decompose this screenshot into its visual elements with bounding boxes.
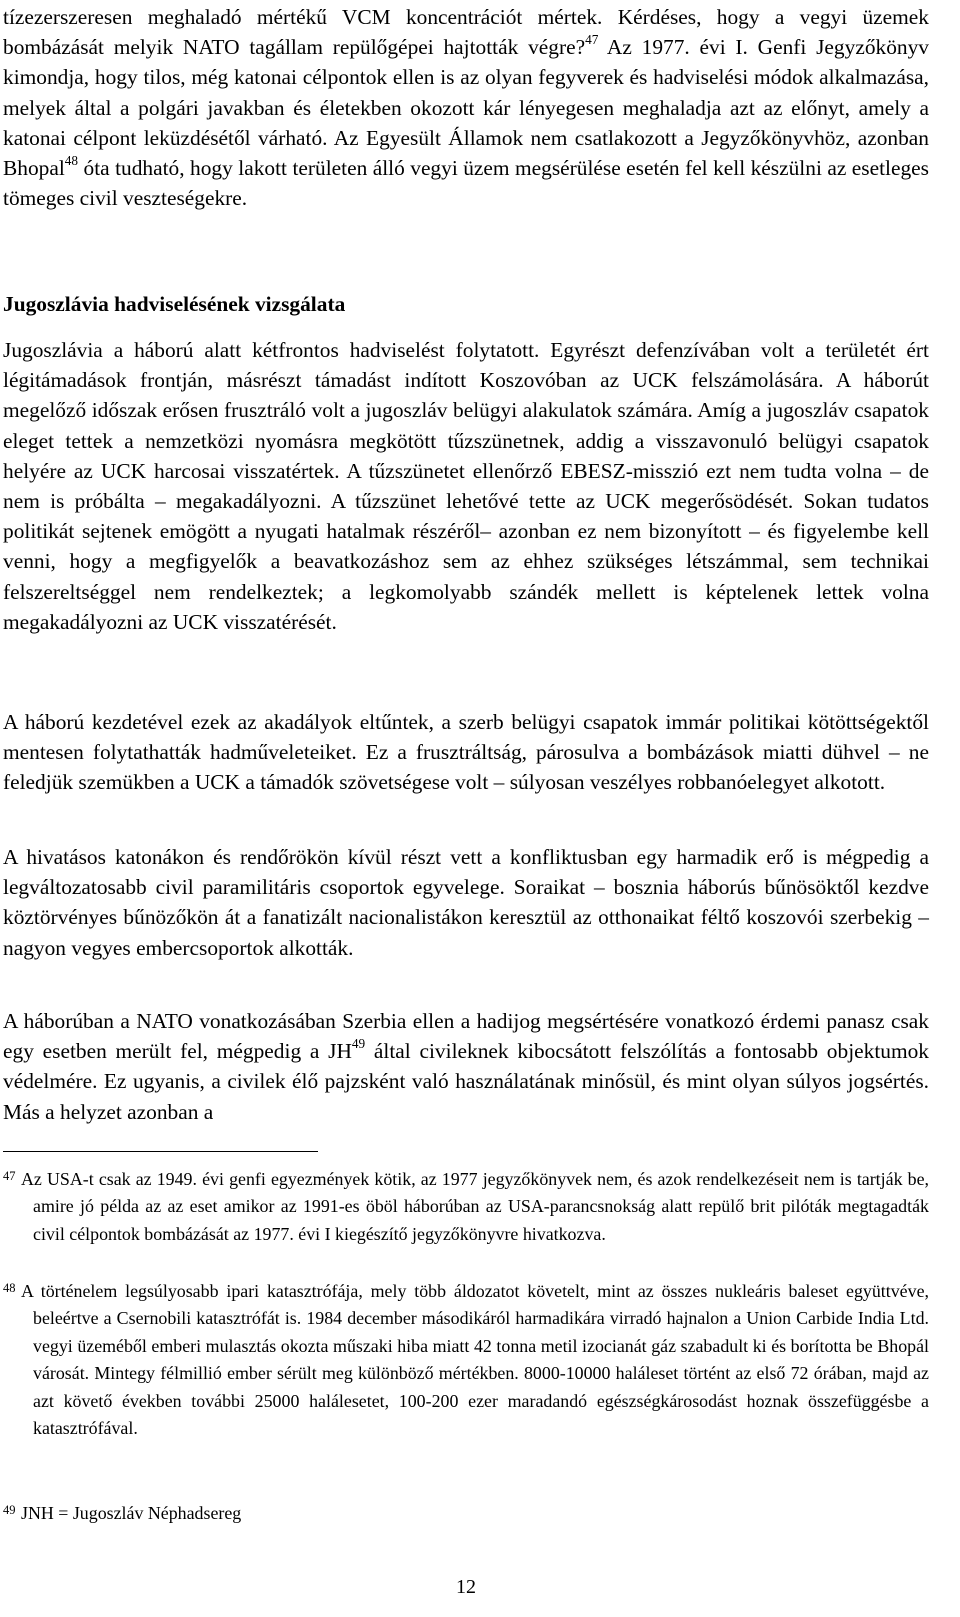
footnote-text: Az USA-t csak az 1949. évi genfi egyezmények kötik, az 1977 jegyzőkönyvek nem, és azok rendelkezéseit nem is tartják be, amire jó példa az az eset amikor az 1991-es öböl háborúban az USA-parancsnokság alatt repülő brit pilóták megtagadták civil célpontok bombázását az 1977. évi I kiegészítő jegyzőkönyvre hivatkozva.	[21, 1169, 929, 1244]
footnote-number: 48	[3, 1281, 16, 1295]
footnote-ref-49[interactable]: 49	[351, 1036, 366, 1052]
section-heading: Jugoszlávia hadviselésének vizsgálata	[3, 292, 346, 316]
paragraph: A háború kezdetével ezek az akadályok eltűntek, a szerb belügyi csapatok immár politikai kötöttségektől mentesen folytathatták hadműveleteiket. Ez a frusztráltság, párosulva a bombázások miatti dühvel – ne feledjük szemükben a UCK a támadók szövetségese volt – súlyosan veszélyes robbanóelegyet alkotott.	[3, 710, 929, 795]
paragraph-text: A háborúban a NATO vonatkozásában Szerbia ellen a hadijog megsértésére vonatkozó érdemi panasz csak egy esetben merült fel, mégpedig a JH	[3, 1009, 929, 1064]
paragraph-intro	[3, 2, 929, 213]
paragraph-text: által civileknek kibocsátott felszólítás a fontosabb objektumok védelmére. Ez ugyanis, a civilek élő pajzsként való használatának minősül, és mint olyan súlyos jogsértés. Más a helyzet azonban a	[3, 1039, 929, 1124]
paragraph: A hivatásos katonákon és rendőrökön kívül részt vett a konfliktusban egy harmadik erő is mégpedig a legváltozatosabb civil paramilitáris csoportok egyvelege. Soraikat – bosznia háborús bűnösöktől kezdve köztörvényes bűnözőkön át a fanatizált nacionalistákon keresztül az otthonaikat féltő koszovói szerbekig – nagyon vegyes embercsoportok alkották.	[3, 845, 929, 960]
page-number: 12	[456, 1576, 476, 1598]
footnote-text: JNH = Jugoszláv Néphadsereg	[21, 1503, 242, 1523]
footnote-49	[3, 1500, 929, 1527]
paragraph: Jugoszlávia a háború alatt kétfrontos hadviselést folytatott. Egyrészt defenzívában volt a területét ért légitámadások frontján, másrészt támadást indított Koszovóban az UCK felszámolására. A háborút megelőző időszak erősen frusztráló volt a jugoszláv belügyi alakulatok számára. Amíg a jugoszláv csapatok eleget tettek a nemzetközi nyomásra megkötött tűzszünetnek, addig a visszavonuló belügyi csapatok helyére az UCK harcosai visszatértek. A tűzszünetet ellenőrző EBESZ-misszió ezt nem tudta volna – de nem is próbálta – megakadályozni. A tűzszünet lehetővé tette az UCK megerősödését. Sokan tudatos politikát sejtenek emögött a nyugati hatalmak részéről– azonban ez nem bizonyított – és figyelembe kell venni, hogy a megfigyelők a beavatkozáshoz sem az ehhez szükséges létszámmal, sem technikai felszereltséggel nem rendelkeztek; a legkomolyabb szándék mellett is képtelenek lettek volna megakadályozni az UCK visszatérését.	[3, 338, 929, 634]
paragraph-text: Az 1977. évi I. Genfi Jegyzőkönyv kimondja, hogy tilos, még katonai célpontok ellen is az olyan fegyverek és hadviselési módok alkalmazása, melyek által a polgári javakban és életekben okozott kár lényegesen meghaladja azt az előnyt, amely a katonai célpont leküzdésétől várható. Az Egyesült Államok nem csatlakozott a Jegyzőkönyvhöz, azonban Bhopal	[3, 35, 929, 181]
footnote-47	[3, 1166, 929, 1248]
paragraph-text: tízezerszeresen meghaladó mértékű VCM koncentrációt mértek. Kérdéses, hogy a vegyi üzemek bombázását melyik NATO tagállam repülőgépei hajtották végre?	[3, 5, 929, 60]
footnote-48	[3, 1278, 929, 1442]
footnote-number: 47	[3, 1169, 16, 1183]
footnote-ref-48[interactable]: 48	[64, 152, 79, 168]
footnote-number: 49	[3, 1503, 16, 1517]
footnote-separator	[3, 1151, 318, 1152]
paragraph-partial	[3, 1006, 929, 1127]
footnote-text: A történelem legsúlyosabb ipari katasztrófája, mely több áldozatot követelt, mint az összes nukleáris baleset együttvéve, beleértve a Csernobili katasztrófát is. 1984 december másodikáról harmadikára virradó hajnalon a Union Carbide India Ltd. vegyi üzeméből emberi mulasztás okozta műszaki hiba miatt 42 tonna metil izocianát gáz szabadult ki és borította be Bhopál városát. Mintegy félmillió ember sérült meg különböző mértékben. 8000-10000 haláleset történt az első 72 órában, majd az azt követő években további 25000 halálesetet, 100-200 ezer maradandó egészségkárosodást hoznak összefüggésbe a katasztrófával.	[21, 1281, 929, 1439]
footnote-ref-47[interactable]: 47	[585, 32, 599, 48]
paragraph-text: óta tudható, hogy lakott területen álló vegyi üzem megsérülése esetén fel kell készülni az esetleges tömeges civil veszteségekre.	[3, 156, 929, 211]
